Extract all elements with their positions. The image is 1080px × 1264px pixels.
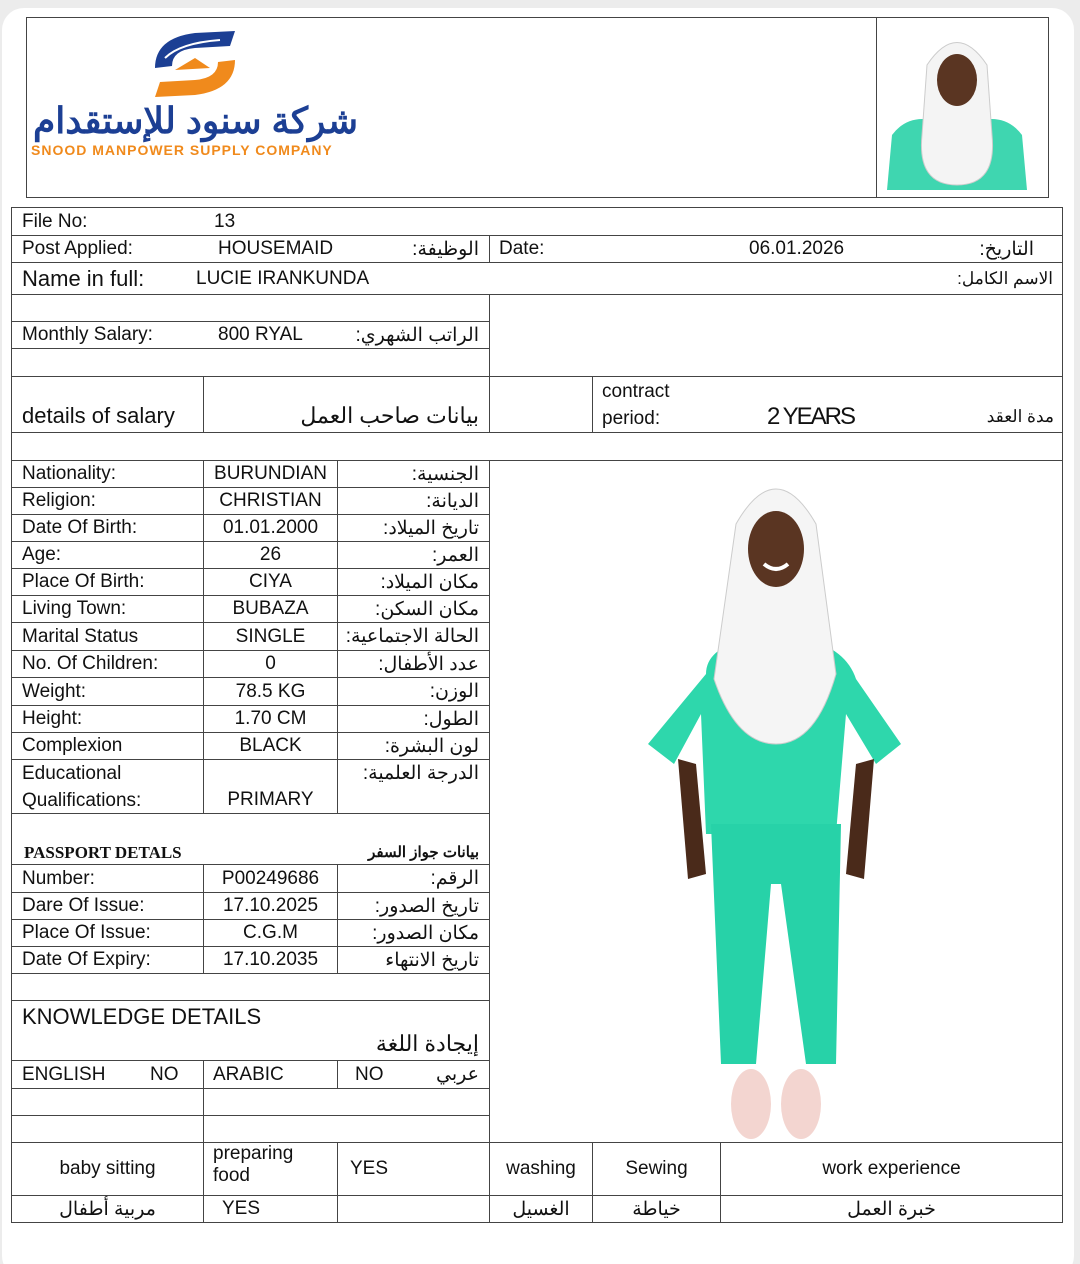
details-salary-cell	[11, 376, 204, 433]
empty-row	[11, 348, 490, 377]
row-label-cell	[11, 732, 204, 760]
row-label-cell	[11, 541, 204, 569]
full-photo-area	[489, 460, 1063, 1143]
row-label: Living Town:	[22, 598, 127, 619]
row-value-cell	[203, 732, 338, 760]
company-name-english: SNOOD MANPOWER SUPPLY COMPANY	[31, 142, 333, 158]
washing-label: washing	[506, 1158, 576, 1179]
education-value: PRIMARY	[227, 789, 314, 810]
work-experience-label: work experience	[822, 1158, 961, 1179]
sewing-cell	[592, 1142, 721, 1196]
cooking-value: YES	[350, 1158, 389, 1179]
passport-title-ar: بيانات جواز السفر	[368, 844, 479, 861]
english-value: NO	[150, 1063, 179, 1085]
row-value-cell	[203, 946, 338, 974]
row-label-cell	[11, 650, 204, 678]
post-label-ar: الوظيفة:	[412, 238, 479, 260]
date-label: Date:	[499, 238, 545, 259]
passport-header	[11, 813, 490, 865]
empty-cell	[337, 1195, 490, 1223]
row-value: SINGLE	[235, 625, 306, 647]
row-value: 17.10.2035	[222, 949, 319, 970]
row-label-cell	[11, 460, 204, 488]
row-ar-cell	[337, 514, 490, 542]
post-value: HOUSEMAID	[218, 238, 334, 259]
date-value: 06.01.2026	[749, 238, 845, 259]
row-value-cell	[203, 622, 338, 651]
washing-cell	[489, 1142, 593, 1196]
row-ar: مكان السكن:	[375, 598, 479, 620]
arabic-label-ar: عربي	[436, 1064, 479, 1085]
education-label-1: Educational	[22, 762, 122, 784]
row-label-cell	[11, 919, 204, 947]
company-name-arabic: شركة سنود للإستقدام	[33, 100, 359, 141]
english-label: ENGLISH	[22, 1063, 106, 1085]
details-salary-label: details of salary	[22, 403, 175, 428]
row-value: P00249686	[221, 867, 320, 889]
file-label: File No:	[22, 210, 88, 232]
row-ar: تاريخ الميلاد:	[383, 517, 479, 539]
post-cell	[11, 235, 490, 263]
row-label-cell	[11, 705, 204, 733]
knowledge-header	[11, 1000, 490, 1061]
row-ar-cell	[337, 460, 490, 488]
row-ar-cell	[337, 705, 490, 733]
row-label: Height:	[22, 708, 83, 729]
date-label-ar: التاريخ:	[979, 238, 1034, 260]
row-value: 1.70 CM	[234, 708, 307, 729]
row-value: 17.10.2025	[222, 895, 319, 916]
empty-cell	[203, 1115, 490, 1143]
row-value-cell	[203, 487, 338, 515]
employer-label-ar: بيانات صاحب العمل	[300, 403, 479, 428]
row-value: BUBAZA	[232, 598, 309, 619]
row-label-cell	[11, 568, 204, 596]
name-row	[11, 262, 1063, 295]
row-ar: الديانة:	[426, 490, 479, 512]
row-value: 01.01.2000	[222, 517, 319, 538]
portrait-photo	[887, 25, 1027, 190]
empty-row	[11, 432, 1063, 461]
english-cell	[11, 1060, 204, 1089]
work-experience-ar-cell	[720, 1195, 1063, 1223]
row-ar: الطول:	[423, 708, 479, 730]
row-value-cell	[203, 541, 338, 569]
salary-value: 800 RYAL	[218, 324, 303, 345]
row-value-cell	[203, 650, 338, 678]
row-label: Place Of Issue:	[22, 922, 151, 943]
row-ar: الرقم:	[430, 868, 479, 889]
row-value-cell	[203, 595, 338, 623]
sewing-label-ar: خياطة	[632, 1198, 681, 1220]
row-value: 26	[259, 544, 282, 565]
row-ar: العمر:	[432, 544, 479, 566]
row-ar-cell	[337, 650, 490, 678]
row-label: Age:	[22, 544, 62, 565]
file-value: 13	[214, 210, 236, 232]
row-label: Number:	[22, 867, 95, 889]
row-label: Complexion	[22, 735, 123, 756]
row-ar-cell	[337, 595, 490, 623]
education-label-2: Qualifications:	[22, 789, 142, 811]
empty-cell	[11, 1115, 204, 1143]
row-ar-cell	[337, 568, 490, 596]
name-label-ar: الاسم الكامل:	[957, 268, 1053, 288]
row-label: Dare Of Issue:	[22, 895, 145, 916]
baby-sitting-cell	[11, 1142, 204, 1196]
row-ar-cell	[337, 541, 490, 569]
row-value: CIYA	[249, 571, 292, 592]
row-ar-cell	[337, 864, 490, 893]
row-ar-cell	[337, 677, 490, 706]
row-label-cell	[11, 892, 204, 920]
cooking-label-2: food	[213, 1165, 250, 1186]
row-label-cell	[11, 514, 204, 542]
row-ar-cell	[337, 919, 490, 947]
education-label-ar: الدرجة العلمية:	[362, 763, 479, 784]
education-label-cell	[11, 759, 204, 814]
row-value-cell	[203, 864, 338, 893]
salary-label-ar: الراتب الشهري:	[355, 324, 479, 346]
row-label: Place Of Birth:	[22, 571, 145, 592]
row-ar: الجنسية:	[411, 463, 479, 485]
row-ar-cell	[337, 946, 490, 974]
work-experience-label-ar: خبرة العمل	[847, 1198, 936, 1220]
empty-cell	[11, 1088, 204, 1116]
row-label: Weight:	[22, 680, 87, 702]
name-label: Name in full:	[22, 265, 145, 291]
salary-cell	[11, 321, 490, 349]
date-cell	[489, 235, 1063, 263]
contract-label-ar: مدة العقد	[986, 407, 1054, 426]
contract-value: 2 YEARS	[767, 403, 854, 430]
row-label-cell	[11, 622, 204, 651]
row-value-cell	[203, 705, 338, 733]
cooking-label-1: preparing	[213, 1143, 294, 1164]
row-label-cell	[11, 487, 204, 515]
row-ar-cell	[337, 732, 490, 760]
row-ar-cell	[337, 892, 490, 920]
arabic-value: NO	[355, 1063, 384, 1085]
sewing-ar-cell	[592, 1195, 721, 1223]
baby-sitting-value: YES	[222, 1198, 261, 1219]
passport-title: PASSPORT DETALS	[24, 843, 182, 862]
photo-box	[876, 17, 1049, 198]
row-ar: مكان الميلاد:	[380, 571, 479, 593]
contract-label-1: contract	[602, 381, 670, 402]
row-label-cell	[11, 946, 204, 974]
row-label-cell	[11, 595, 204, 623]
row-value-cell	[203, 677, 338, 706]
empty-row	[11, 294, 490, 322]
cooking-value-cell	[337, 1142, 490, 1196]
row-value-cell	[203, 919, 338, 947]
row-value: C.G.M	[243, 922, 298, 943]
row-label: Date Of Expiry:	[22, 949, 151, 970]
knowledge-title: KNOWLEDGE DETAILS	[22, 1004, 262, 1029]
company-logo-icon	[150, 28, 240, 100]
contract-label-2: period:	[602, 408, 661, 429]
row-value: CHRISTIAN	[219, 490, 322, 511]
knowledge-title-ar: إيجادة اللغة	[375, 1031, 479, 1056]
employer-cell	[203, 376, 490, 433]
row-ar: تاريخ الصدور:	[374, 895, 479, 917]
empty-cell	[203, 1088, 490, 1116]
arabic-value-cell	[337, 1060, 490, 1089]
row-ar: الوزن:	[429, 681, 479, 702]
row-value-cell	[203, 568, 338, 596]
row-label: No. Of Children:	[22, 653, 159, 674]
row-label: Nationality:	[22, 463, 116, 484]
sewing-label: Sewing	[625, 1158, 688, 1179]
row-value-cell	[203, 514, 338, 542]
row-ar-cell	[337, 487, 490, 515]
row-label: Date Of Birth:	[22, 517, 138, 538]
row-value-cell	[203, 892, 338, 920]
empty-block	[489, 294, 1063, 377]
name-value: LUCIE IRANKUNDA	[196, 267, 370, 289]
baby-sitting-label: baby sitting	[59, 1158, 156, 1179]
education-value-cell	[203, 759, 338, 814]
row-ar: الحالة الاجتماعية:	[345, 626, 479, 647]
washing-ar-cell	[489, 1195, 593, 1223]
education-ar-cell	[337, 759, 490, 814]
row-label: Marital Status	[22, 625, 139, 647]
row-value: 0	[265, 653, 276, 674]
row-value: BURUNDIAN	[214, 463, 327, 484]
arabic-label: ARABIC	[213, 1063, 284, 1085]
row-label-cell	[11, 677, 204, 706]
empty-cell	[489, 376, 593, 433]
empty-row	[11, 973, 490, 1001]
file-row	[11, 207, 1063, 236]
row-ar: مكان الصدور:	[372, 922, 479, 944]
washing-label-ar: الغسيل	[512, 1198, 570, 1220]
baby-sitting-value-cell	[203, 1195, 338, 1223]
row-ar: لون البشرة:	[384, 735, 479, 757]
cooking-cell	[203, 1142, 338, 1196]
baby-sitting-ar-cell	[11, 1195, 204, 1223]
row-value: 78.5 KG	[235, 680, 306, 702]
post-label: Post Applied:	[22, 238, 133, 259]
row-value: BLACK	[239, 735, 302, 756]
work-experience-cell	[720, 1142, 1063, 1196]
full-body-photo	[646, 464, 906, 1139]
row-label: Religion:	[22, 490, 96, 511]
arabic-cell	[203, 1060, 338, 1089]
row-ar-cell	[337, 622, 490, 651]
row-label-cell	[11, 864, 204, 893]
row-ar: عدد الأطفال:	[378, 653, 479, 675]
salary-label: Monthly Salary:	[22, 324, 153, 345]
row-ar: تاريخ الانتهاء	[385, 949, 479, 971]
contract-cell	[592, 376, 1063, 433]
baby-sitting-label-ar: مربية أطفال	[59, 1198, 156, 1220]
row-value-cell	[203, 460, 338, 488]
